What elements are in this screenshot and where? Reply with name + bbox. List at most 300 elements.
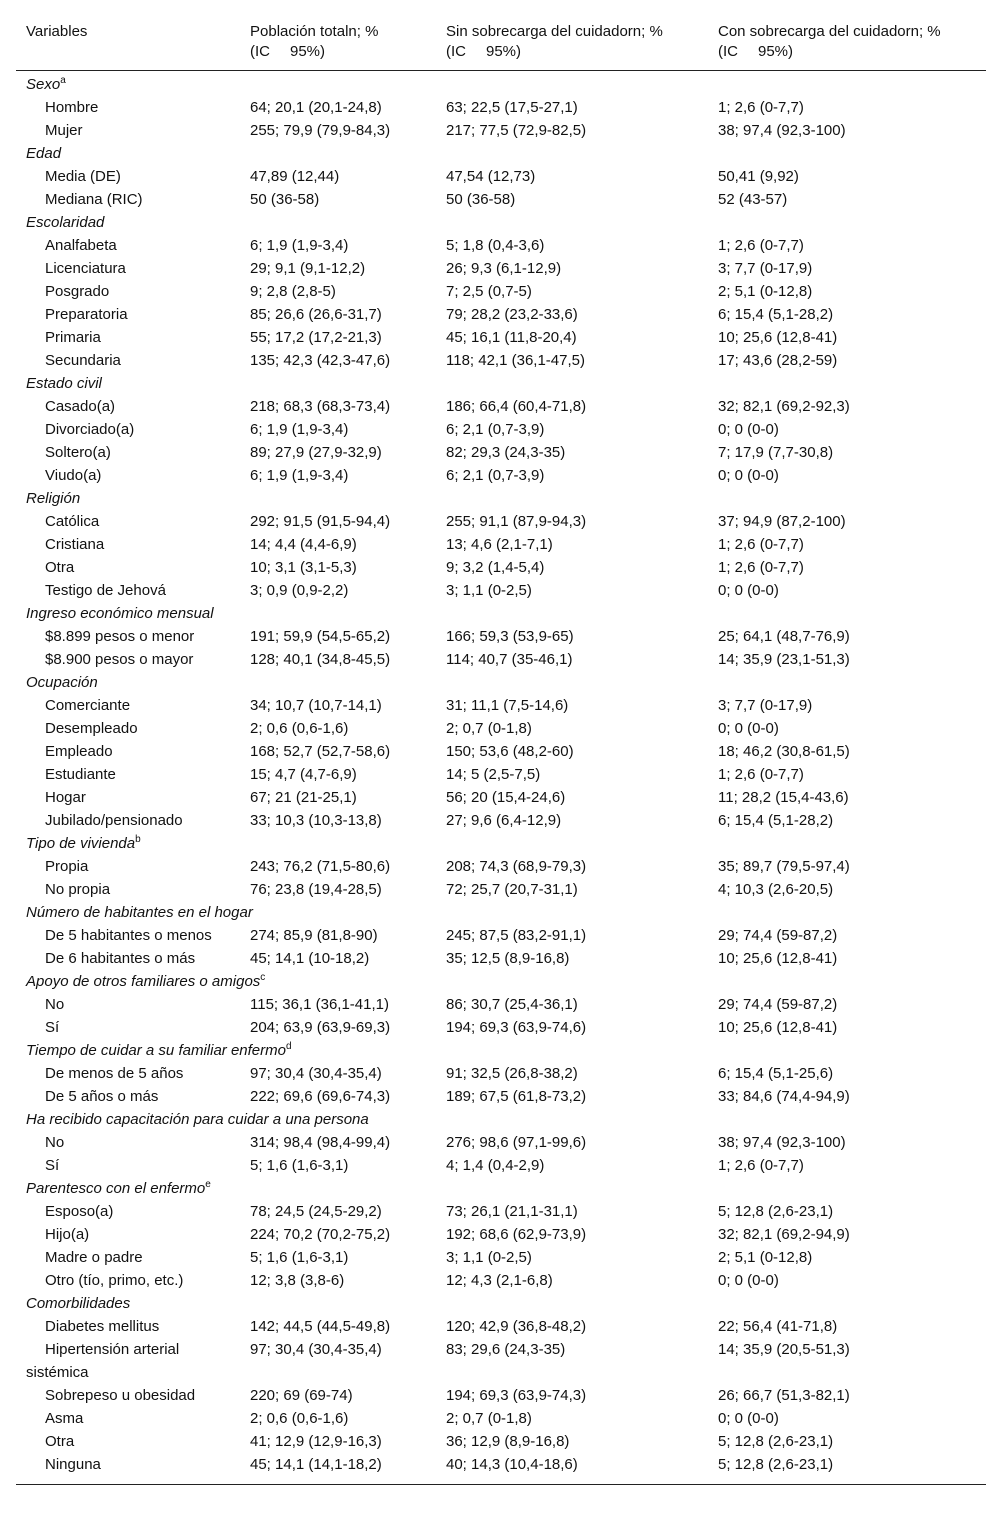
variable-label-cell [16, 464, 240, 487]
sin-sobrecarga-cell: 186; 66,4 (60,4-71,8) [446, 398, 587, 415]
sin-sobrecarga-cell: 217; 77,5 (72,9-82,5) [446, 122, 587, 139]
variable-label: Estudiante [45, 766, 116, 783]
con-sobrecarga-cell: 5; 12,8 (2,6-23,1) [718, 1433, 834, 1450]
variable-label-cell [16, 349, 240, 372]
table-row [16, 464, 986, 487]
variable-label: Licenciatura [45, 260, 126, 277]
con-sobrecarga-cell: 2; 5,1 (0-12,8) [718, 283, 813, 300]
variable-label-cell [16, 165, 240, 188]
con-sobrecarga-cell: 17; 43,6 (28,2-59) [718, 352, 838, 369]
category-label: Tiempo de cuidar a su familiar enfermo [26, 1042, 286, 1059]
data-table-container [16, 14, 986, 1485]
variable-label-cell [16, 1269, 240, 1292]
category-label: Estado civil [26, 375, 102, 392]
category-label-cell [16, 832, 986, 855]
sin-sobrecarga-cell: 2; 0,7 (0-1,8) [446, 720, 532, 737]
header-total-ic: (IC [250, 43, 270, 60]
total-cell: 47,89 (12,44) [250, 168, 340, 185]
total-cell: 3; 0,9 (0,9-2,2) [250, 582, 349, 599]
con-sobrecarga-cell: 32; 82,1 (69,2-92,3) [718, 398, 850, 415]
con-sobrecarga-cell: 1; 2,6 (0-7,7) [718, 237, 804, 254]
table-row [16, 510, 986, 533]
category-row [16, 1292, 986, 1315]
variable-label: Preparatoria [45, 306, 128, 323]
category-row [16, 970, 986, 993]
footnote-marker: d [285, 1041, 292, 1052]
table-row [16, 878, 986, 901]
category-label: Religión [26, 490, 81, 507]
header-con-sobrecarga [708, 14, 986, 71]
sin-sobrecarga-cell: 26; 9,3 (6,1-12,9) [446, 260, 562, 277]
footnote-marker: b [135, 834, 141, 845]
variable-label-cell [16, 786, 240, 809]
sin-sobrecarga-cell: 31; 11,1 (7,5-14,6) [446, 697, 569, 714]
variable-label: De 5 habitantes o menos [45, 927, 212, 944]
variable-label-cell [16, 579, 240, 602]
variable-label: Sí [45, 1019, 60, 1036]
footnote-marker: a [60, 75, 66, 86]
con-sobrecarga-cell: 32; 82,1 (69,2-94,9) [718, 1226, 850, 1243]
table-row [16, 1154, 986, 1177]
total-cell: 10; 3,1 (3,1-5,3) [250, 559, 357, 576]
header-con-line1: Con sobrecarga del cuidadorn; % [718, 23, 941, 40]
variable-label-cell [16, 1430, 240, 1453]
total-cell: 274; 85,9 (81,8-90) [250, 927, 378, 944]
variable-label: $8.900 pesos o mayor [45, 651, 194, 668]
con-sobrecarga-cell: 14; 35,9 (20,5-51,3) [718, 1341, 850, 1358]
con-sobrecarga-cell: 18; 46,2 (30,8-61,5) [718, 743, 850, 760]
category-label: Parentesco con el enfermo [26, 1180, 206, 1197]
table-body [16, 71, 986, 1485]
variable-label: Sobrepeso u obesidad [45, 1387, 196, 1404]
con-sobrecarga-cell: 37; 94,9 (87,2-100) [718, 513, 846, 530]
sin-sobrecarga-cell: 3; 1,1 (0-2,5) [446, 582, 532, 599]
total-cell: 41; 12,9 (12,9-16,3) [250, 1433, 382, 1450]
variable-label-cell [16, 280, 240, 303]
total-cell: 255; 79,9 (79,9-84,3) [250, 122, 391, 139]
sin-sobrecarga-cell: 276; 98,6 (97,1-99,6) [446, 1134, 587, 1151]
con-sobrecarga-cell: 33; 84,6 (74,4-94,9) [718, 1088, 850, 1105]
table-row [16, 119, 986, 142]
variable-label-cell [16, 418, 240, 441]
sin-sobrecarga-cell: 50 (36-58) [446, 191, 516, 208]
category-row [16, 1108, 986, 1131]
category-label: Edad [26, 145, 62, 162]
table-row [16, 786, 986, 809]
variable-label-cell [16, 993, 240, 1016]
variable-label: Sí [45, 1157, 60, 1174]
variable-label-cell [16, 234, 240, 257]
variable-label: Casado(a) [45, 398, 116, 415]
total-cell: 191; 59,9 (54,5-65,2) [250, 628, 391, 645]
table-row [16, 533, 986, 556]
category-label-cell [16, 487, 986, 510]
category-label: Escolaridad [26, 214, 105, 231]
table-row [16, 1338, 986, 1384]
category-row [16, 901, 986, 924]
category-label-cell [16, 901, 986, 924]
total-cell: 135; 42,3 (42,3-47,6) [250, 352, 391, 369]
category-label: Ha recibido capacitación para cuidar a una persona [26, 1111, 369, 1128]
sin-sobrecarga-cell: 14; 5 (2,5-7,5) [446, 766, 541, 783]
con-sobrecarga-cell: 26; 66,7 (51,3-82,1) [718, 1387, 850, 1404]
con-sobrecarga-cell: 6; 15,4 (5,1-28,2) [718, 306, 834, 323]
variable-label: Primaria [45, 329, 101, 346]
caregiver-characteristics-table [16, 14, 986, 1485]
table-row [16, 188, 986, 211]
sin-sobrecarga-cell: 9; 3,2 (1,4-5,4) [446, 559, 545, 576]
header-total [240, 14, 436, 71]
variable-label-cell [16, 510, 240, 533]
variable-label: Esposo(a) [45, 1203, 114, 1220]
total-cell: 33; 10,3 (10,3-13,8) [250, 812, 382, 829]
category-row [16, 211, 986, 234]
header-sin-ic: (IC [446, 43, 466, 60]
variable-label: Comerciante [45, 697, 131, 714]
variable-label-cell [16, 1384, 240, 1407]
sin-sobrecarga-cell: 86; 30,7 (25,4-36,1) [446, 996, 578, 1013]
table-row [16, 1131, 986, 1154]
table-row [16, 418, 986, 441]
sin-sobrecarga-cell: 36; 12,9 (8,9-16,8) [446, 1433, 570, 1450]
table-row [16, 234, 986, 257]
sin-sobrecarga-cell: 194; 69,3 (63,9-74,3) [446, 1387, 587, 1404]
table-row [16, 1384, 986, 1407]
variable-label-cell [16, 694, 240, 717]
variable-label-cell [16, 303, 240, 326]
category-label: Apoyo de otros familiares o amigos [26, 973, 261, 990]
con-sobrecarga-cell: 0; 0 (0-0) [718, 582, 779, 599]
variable-label: Ninguna [45, 1456, 101, 1473]
total-cell: 218; 68,3 (68,3-73,4) [250, 398, 391, 415]
sin-sobrecarga-cell: 255; 91,1 (87,9-94,3) [446, 513, 587, 530]
total-cell: 9; 2,8 (2,8-5) [250, 283, 336, 300]
variable-label-cell [16, 625, 240, 648]
variable-label-cell [16, 1154, 240, 1177]
variable-label-cell [16, 119, 240, 142]
total-cell: 128; 40,1 (34,8-45,5) [250, 651, 391, 668]
table-row [16, 625, 986, 648]
con-sobrecarga-cell: 7; 17,9 (7,7-30,8) [718, 444, 834, 461]
total-cell: 14; 4,4 (4,4-6,9) [250, 536, 357, 553]
variable-label: Divorciado(a) [45, 421, 135, 438]
variable-label: Hijo(a) [45, 1226, 90, 1243]
variable-label-cell [16, 878, 240, 901]
sin-sobrecarga-cell: 6; 2,1 (0,7-3,9) [446, 421, 545, 438]
sin-sobrecarga-cell: 166; 59,3 (53,9-65) [446, 628, 574, 645]
category-row [16, 671, 986, 694]
table-row [16, 349, 986, 372]
category-label-cell [16, 1108, 986, 1131]
category-row [16, 832, 986, 855]
con-sobrecarga-cell: 4; 10,3 (2,6-20,5) [718, 881, 834, 898]
con-sobrecarga-cell: 52 (43-57) [718, 191, 788, 208]
category-label-cell [16, 372, 986, 395]
con-sobrecarga-cell: 1; 2,6 (0-7,7) [718, 536, 804, 553]
total-cell: 168; 52,7 (52,7-58,6) [250, 743, 391, 760]
variable-label-cell [16, 1453, 240, 1485]
total-cell: 224; 70,2 (70,2-75,2) [250, 1226, 391, 1243]
total-cell: 55; 17,2 (17,2-21,3) [250, 329, 382, 346]
table-row [16, 809, 986, 832]
con-sobrecarga-cell: 38; 97,4 (92,3-100) [718, 122, 846, 139]
con-sobrecarga-cell: 38; 97,4 (92,3-100) [718, 1134, 846, 1151]
variable-label-cell [16, 1246, 240, 1269]
variable-label: Propia [45, 858, 89, 875]
con-sobrecarga-cell: 1; 2,6 (0-7,7) [718, 99, 804, 116]
con-sobrecarga-cell: 10; 25,6 (12,8-41) [718, 1019, 838, 1036]
variable-label: De 5 años o más [45, 1088, 159, 1105]
con-sobrecarga-cell: 6; 15,4 (5,1-28,2) [718, 812, 834, 829]
table-row [16, 1269, 986, 1292]
table-row [16, 1200, 986, 1223]
variable-label-cell [16, 809, 240, 832]
con-sobrecarga-cell: 3; 7,7 (0-17,9) [718, 697, 813, 714]
total-cell: 78; 24,5 (24,5-29,2) [250, 1203, 382, 1220]
con-sobrecarga-cell: 1; 2,6 (0-7,7) [718, 766, 804, 783]
variable-label: Posgrado [45, 283, 110, 300]
table-row [16, 280, 986, 303]
category-label: Comorbilidades [26, 1295, 131, 1312]
category-label-cell [16, 142, 986, 165]
category-label: Ingreso económico mensual [26, 605, 214, 622]
variable-label-cell [16, 326, 240, 349]
sin-sobrecarga-cell: 3; 1,1 (0-2,5) [446, 1249, 532, 1266]
table-row [16, 947, 986, 970]
header-con-pct: 95%) [758, 43, 794, 60]
sin-sobrecarga-cell: 63; 22,5 (17,5-27,1) [446, 99, 578, 116]
table-row [16, 303, 986, 326]
variable-label: No [45, 1134, 65, 1151]
category-label: Sexo [26, 76, 61, 93]
header-con-ic: (IC [718, 43, 738, 60]
table-row [16, 694, 986, 717]
category-label: Número de habitantes en el hogar [26, 904, 253, 921]
total-cell: 12; 3,8 (3,8-6) [250, 1272, 345, 1289]
sin-sobrecarga-cell: 189; 67,5 (61,8-73,2) [446, 1088, 587, 1105]
category-row [16, 142, 986, 165]
category-row [16, 602, 986, 625]
table-row [16, 257, 986, 280]
table-row [16, 993, 986, 1016]
category-label-cell [16, 970, 986, 993]
category-label-cell [16, 1039, 986, 1062]
variable-label-cell [16, 855, 240, 878]
table-row [16, 1246, 986, 1269]
total-cell: 45; 14,1 (14,1-18,2) [250, 1456, 382, 1473]
variable-label: Soltero(a) [45, 444, 111, 461]
sin-sobrecarga-cell: 40; 14,3 (10,4-18,6) [446, 1456, 578, 1473]
sin-sobrecarga-cell: 7; 2,5 (0,7-5) [446, 283, 532, 300]
table-row [16, 1062, 986, 1085]
total-cell: 2; 0,6 (0,6-1,6) [250, 1410, 349, 1427]
category-row [16, 487, 986, 510]
variable-label: Testigo de Jehová [45, 582, 166, 599]
footnote-marker: c [260, 972, 266, 983]
variable-label: De menos de 5 años [45, 1065, 184, 1082]
variable-label: No propia [45, 881, 111, 898]
category-label: Ocupación [26, 674, 98, 691]
variable-label-cell [16, 188, 240, 211]
category-label: Tipo de vivienda [26, 835, 136, 852]
header-total-line1: Población totaln; % [250, 23, 379, 40]
variable-label: Hogar [45, 789, 86, 806]
table-row [16, 1407, 986, 1430]
total-cell: 67; 21 (21-25,1) [250, 789, 357, 806]
variable-label: Otra [45, 1433, 75, 1450]
table-row [16, 579, 986, 602]
con-sobrecarga-cell: 1; 2,6 (0-7,7) [718, 559, 804, 576]
sin-sobrecarga-cell: 73; 26,1 (21,1-31,1) [446, 1203, 578, 1220]
variable-label: Otra [45, 559, 75, 576]
variable-label: Viudo(a) [45, 467, 102, 484]
table-row [16, 1430, 986, 1453]
table-row [16, 165, 986, 188]
variable-label: Media (DE) [45, 168, 121, 185]
variable-label-cell [16, 556, 240, 579]
sin-sobrecarga-cell: 208; 74,3 (68,9-79,3) [446, 858, 587, 875]
sin-sobrecarga-cell: 27; 9,6 (6,4-12,9) [446, 812, 562, 829]
sin-sobrecarga-cell: 150; 53,6 (48,2-60) [446, 743, 574, 760]
total-cell: 89; 27,9 (27,9-32,9) [250, 444, 382, 461]
sin-sobrecarga-cell: 5; 1,8 (0,4-3,6) [446, 237, 545, 254]
category-label-cell [16, 1177, 986, 1200]
total-cell: 29; 9,1 (9,1-12,2) [250, 260, 366, 277]
variable-label: Mujer [45, 122, 83, 139]
variable-label-cell [16, 1131, 240, 1154]
header-total-pct: 95%) [290, 43, 326, 60]
variable-label: Empleado [45, 743, 113, 760]
variable-label-cell [16, 441, 240, 464]
table-row [16, 648, 986, 671]
header-row [16, 14, 986, 71]
variable-label: Diabetes mellitus [45, 1318, 160, 1335]
sin-sobrecarga-cell: 12; 4,3 (2,1-6,8) [446, 1272, 553, 1289]
total-cell: 64; 20,1 (20,1-24,8) [250, 99, 382, 116]
variable-label: De 6 habitantes o más [45, 950, 196, 967]
variable-label: Asma [45, 1410, 84, 1427]
variable-label-cell [16, 395, 240, 418]
variable-label-cell [16, 257, 240, 280]
total-cell: 243; 76,2 (71,5-80,6) [250, 858, 391, 875]
con-sobrecarga-cell: 2; 5,1 (0-12,8) [718, 1249, 813, 1266]
total-cell: 85; 26,6 (26,6-31,7) [250, 306, 382, 323]
con-sobrecarga-cell: 35; 89,7 (79,5-97,4) [718, 858, 850, 875]
con-sobrecarga-cell: 0; 0 (0-0) [718, 1410, 779, 1427]
con-sobrecarga-cell: 25; 64,1 (48,7-76,9) [718, 628, 850, 645]
variable-label: Hipertensión arterial sistémica [26, 1341, 180, 1381]
total-cell: 5; 1,6 (1,6-3,1) [250, 1249, 349, 1266]
variable-label-cell [16, 947, 240, 970]
con-sobrecarga-cell: 10; 25,6 (12,8-41) [718, 329, 838, 346]
category-label-cell [16, 671, 986, 694]
sin-sobrecarga-cell: 56; 20 (15,4-24,6) [446, 789, 566, 806]
con-sobrecarga-cell: 22; 56,4 (41-71,8) [718, 1318, 838, 1335]
variable-label: Mediana (RIC) [45, 191, 143, 208]
variable-label-cell [16, 740, 240, 763]
sin-sobrecarga-cell: 6; 2,1 (0,7-3,9) [446, 467, 545, 484]
con-sobrecarga-cell: 29; 74,4 (59-87,2) [718, 927, 838, 944]
header-variables-label: Variables [26, 23, 88, 40]
variable-label: Otro (tío, primo, etc.) [45, 1272, 184, 1289]
table-row [16, 556, 986, 579]
total-cell: 97; 30,4 (30,4-35,4) [250, 1341, 382, 1358]
table-row [16, 1223, 986, 1246]
variable-label-cell [16, 1315, 240, 1338]
con-sobrecarga-cell: 0; 0 (0-0) [718, 467, 779, 484]
table-row [16, 740, 986, 763]
con-sobrecarga-cell: 6; 15,4 (5,1-25,6) [718, 1065, 834, 1082]
variable-label-cell [16, 1085, 240, 1108]
variable-label: Secundaria [45, 352, 121, 369]
variable-label: Cristiana [45, 536, 105, 553]
sin-sobrecarga-cell: 91; 32,5 (26,8-38,2) [446, 1065, 578, 1082]
sin-sobrecarga-cell: 45; 16,1 (11,8-20,4) [446, 329, 577, 346]
category-label-cell [16, 71, 986, 97]
variable-label-cell [16, 648, 240, 671]
table-row [16, 924, 986, 947]
variable-label: Católica [45, 513, 100, 530]
variable-label: Madre o padre [45, 1249, 143, 1266]
header-sin-pct: 95%) [486, 43, 522, 60]
con-sobrecarga-cell: 3; 7,7 (0-17,9) [718, 260, 813, 277]
sin-sobrecarga-cell: 192; 68,6 (62,9-73,9) [446, 1226, 587, 1243]
category-label-cell [16, 602, 986, 625]
con-sobrecarga-cell: 11; 28,2 (15,4-43,6) [718, 789, 849, 806]
variable-label: No [45, 996, 65, 1013]
sin-sobrecarga-cell: 194; 69,3 (63,9-74,6) [446, 1019, 587, 1036]
sin-sobrecarga-cell: 118; 42,1 (36,1-47,5) [446, 352, 585, 369]
table-row [16, 717, 986, 740]
con-sobrecarga-cell: 0; 0 (0-0) [718, 720, 779, 737]
sin-sobrecarga-cell: 114; 40,7 (35-46,1) [446, 651, 573, 668]
total-cell: 97; 30,4 (30,4-35,4) [250, 1065, 382, 1082]
con-sobrecarga-cell: 29; 74,4 (59-87,2) [718, 996, 838, 1013]
sin-sobrecarga-cell: 13; 4,6 (2,1-7,1) [446, 536, 553, 553]
con-sobrecarga-cell: 10; 25,6 (12,8-41) [718, 950, 838, 967]
con-sobrecarga-cell: 5; 12,8 (2,6-23,1) [718, 1456, 834, 1473]
sin-sobrecarga-cell: 72; 25,7 (20,7-31,1) [446, 881, 578, 898]
con-sobrecarga-cell: 1; 2,6 (0-7,7) [718, 1157, 804, 1174]
table-row [16, 395, 986, 418]
total-cell: 115; 36,1 (36,1-41,1) [250, 996, 389, 1013]
total-cell: 5; 1,6 (1,6-3,1) [250, 1157, 349, 1174]
total-cell: 2; 0,6 (0,6-1,6) [250, 720, 349, 737]
total-cell: 142; 44,5 (44,5-49,8) [250, 1318, 391, 1335]
table-row [16, 326, 986, 349]
variable-label-cell [16, 1338, 240, 1384]
total-cell: 314; 98,4 (98,4-99,4) [250, 1134, 391, 1151]
category-label-cell [16, 1292, 986, 1315]
variable-label-cell [16, 1407, 240, 1430]
total-cell: 222; 69,6 (69,6-74,3) [250, 1088, 391, 1105]
con-sobrecarga-cell: 50,41 (9,92) [718, 168, 799, 185]
total-cell: 6; 1,9 (1,9-3,4) [250, 421, 349, 438]
variable-label-cell [16, 1200, 240, 1223]
table-row [16, 441, 986, 464]
sin-sobrecarga-cell: 245; 87,5 (83,2-91,1) [446, 927, 587, 944]
table-row [16, 855, 986, 878]
total-cell: 50 (36-58) [250, 191, 320, 208]
variable-label: $8.899 pesos o menor [45, 628, 195, 645]
con-sobrecarga-cell: 0; 0 (0-0) [718, 1272, 779, 1289]
variable-label-cell [16, 717, 240, 740]
category-label-cell [16, 211, 986, 234]
variable-label: Hombre [45, 99, 99, 116]
sin-sobrecarga-cell: 35; 12,5 (8,9-16,8) [446, 950, 570, 967]
con-sobrecarga-cell: 0; 0 (0-0) [718, 421, 779, 438]
category-row [16, 372, 986, 395]
